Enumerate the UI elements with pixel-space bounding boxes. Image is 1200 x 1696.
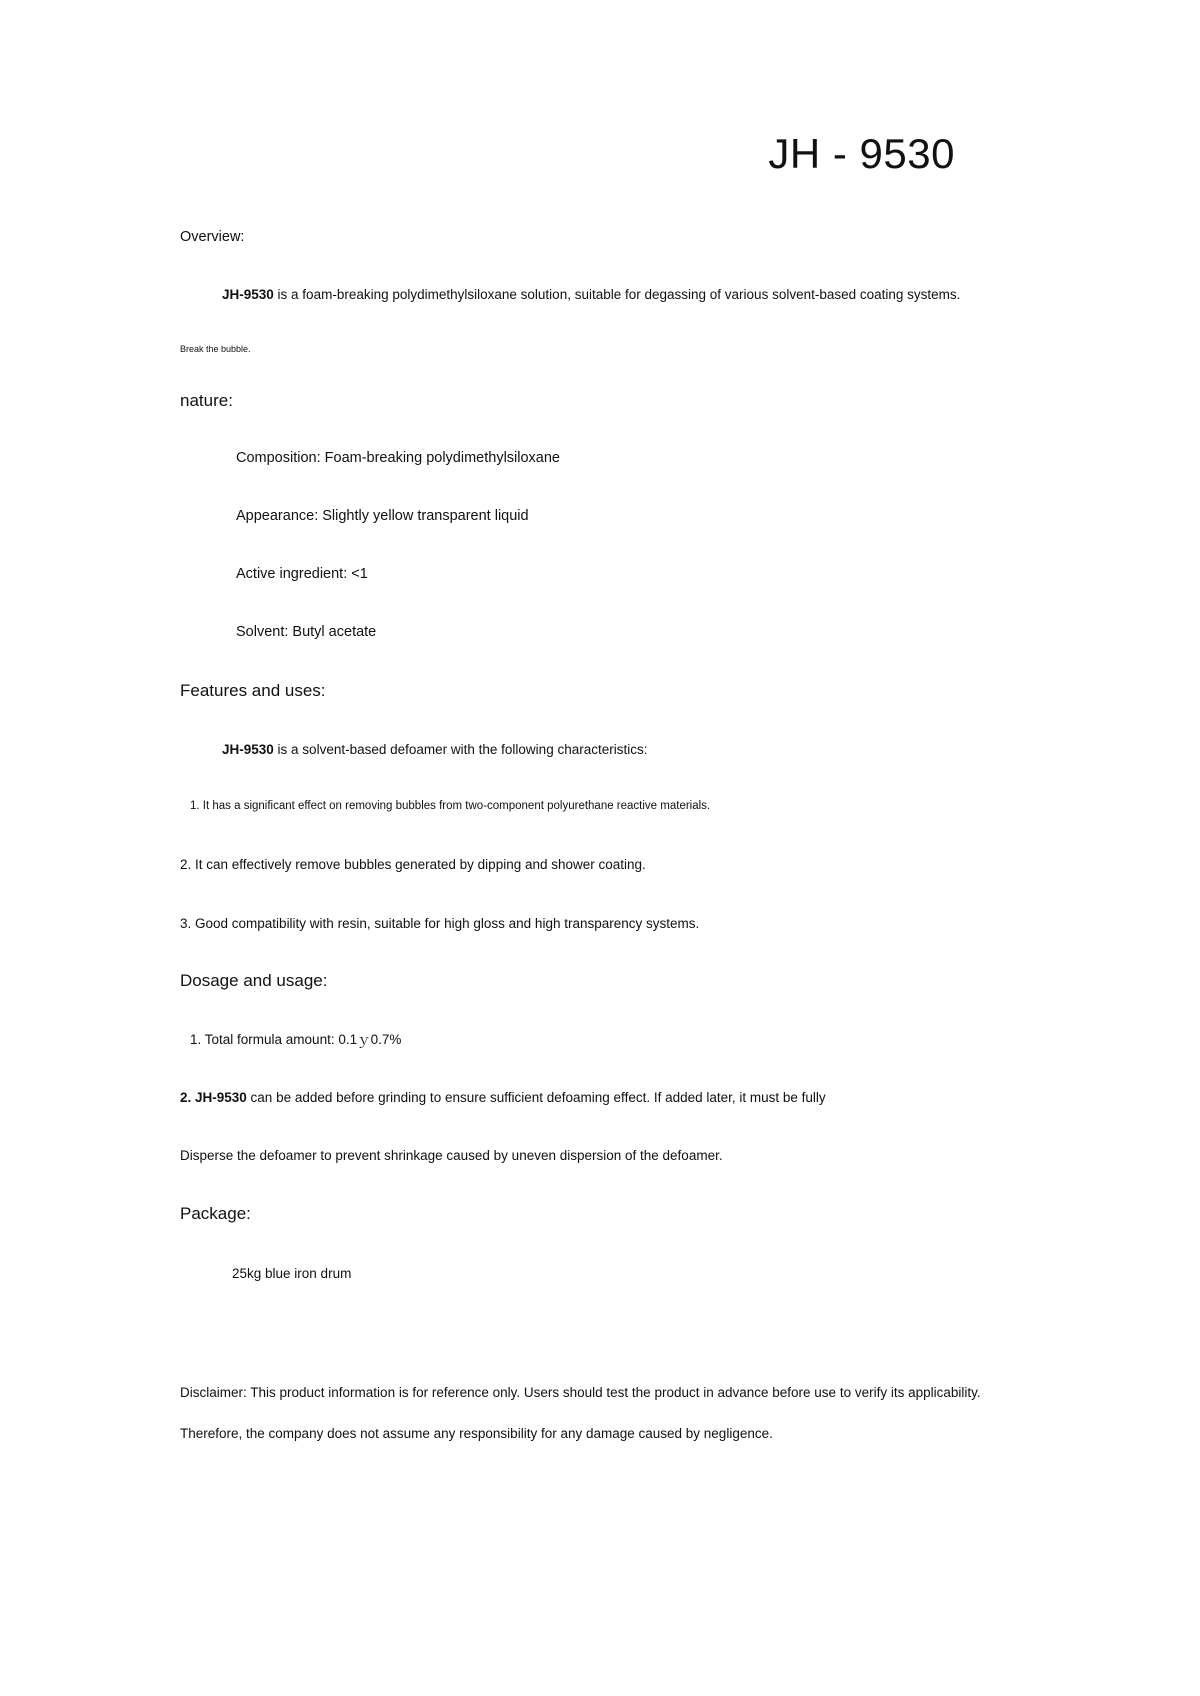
nature-item-composition: Composition: Foam-breaking polydimethylsiloxane [236,450,560,466]
overview-paragraph [222,285,1082,305]
package-heading: Package: [180,1204,251,1223]
features-item-2: 2. It can effectively remove bubbles generated by dipping and shower coating. [180,857,646,872]
disclaimer-line-1: Disclaimer: This product information is for reference only. Users should test the product in advance before use to verify its applicability. [180,1385,981,1400]
dosage-heading: Dosage and usage: [180,971,328,990]
features-intro-text: is a solvent-based defoamer with the following characteristics: [273,742,648,757]
package-text: 25kg blue iron drum [232,1266,352,1281]
overview-text: is a foam-breaking polydimethylsiloxane solution, suitable for degassing of various solvent-based coating systems. [273,287,961,302]
overview-product-code: JH-9530 [222,287,274,302]
nature-heading: nature: [180,391,233,410]
features-intro [222,740,1082,760]
nature-item-appearance: Appearance: Slightly yellow transparent liquid [236,508,529,524]
features-heading: Features and uses: [180,681,326,700]
dosage-item-2 [180,1088,1040,1108]
overview-label: Overview: [180,229,245,245]
overview-heading [180,228,1040,246]
dosage-item-2-text: can be added before grinding to ensure sufficient defoaming effect. If added later, it must be fully [246,1090,826,1105]
features-item-1: 1. It has a significant effect on removing bubbles from two-component polyurethane reactive materials. [190,800,711,812]
nature-item-active-ingredient: Active ingredient: <1 [236,566,368,582]
dosage-item-2-code: 2. JH-9530 [180,1090,247,1105]
disclaimer-line-2: Therefore, the company does not assume any responsibility for any damage caused by negligence. [180,1426,773,1441]
features-item-3: 3. Good compatibility with resin, suitable for high gloss and high transparency systems. [180,916,700,931]
features-product-code: JH-9530 [222,742,274,757]
page-title: JH - 9530 [768,130,955,177]
overview-note: Break the bubble. [180,344,251,354]
nature-item-solvent: Solvent: Butyl acetate [236,624,377,640]
dosage-item-3: Disperse the defoamer to prevent shrinkage caused by uneven dispersion of the defoamer. [180,1148,723,1163]
dosage-item-1: 1. Total formula amount: 0.1ｙ0.7% [190,1032,402,1047]
